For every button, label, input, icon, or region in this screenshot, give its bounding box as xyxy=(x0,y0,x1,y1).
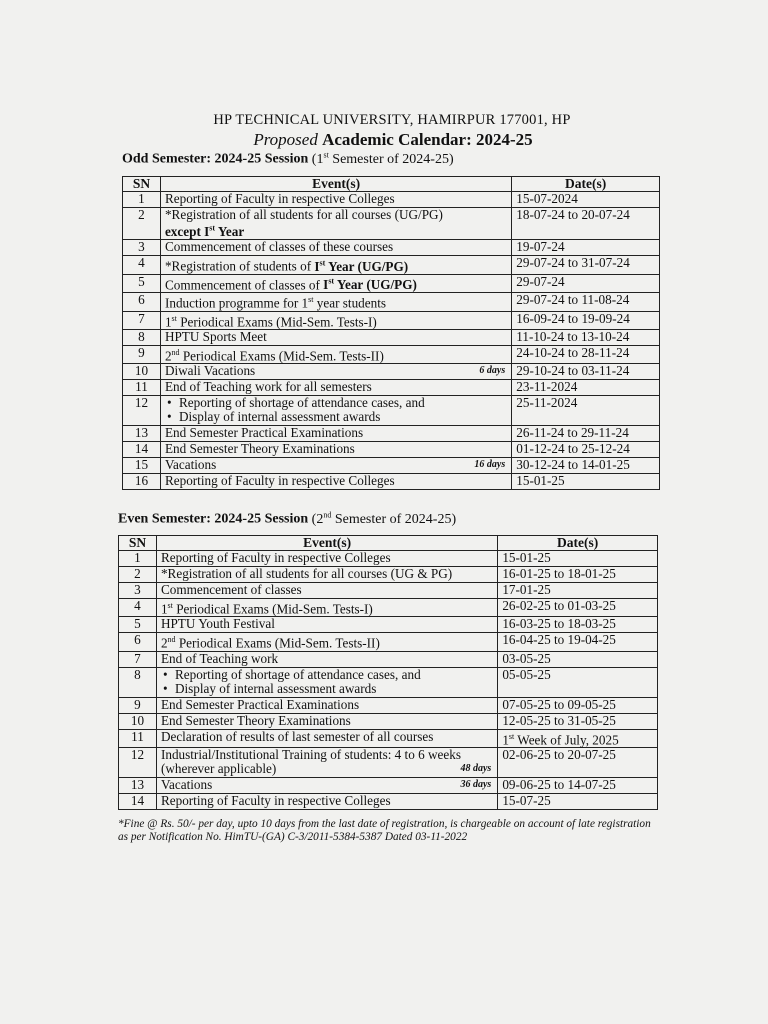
row-date: 01-12-24 to 25-12-24 xyxy=(512,442,660,458)
row-date: 19-07-24 xyxy=(512,240,660,256)
table-row xyxy=(119,599,658,617)
row-serial-number: 3 xyxy=(123,240,161,256)
row-date: 29-07-24 to 11-08-24 xyxy=(512,293,660,311)
table-row xyxy=(123,274,660,292)
row-event: • Reporting of shortage of attendance cases, and • Display of internal assessment awards xyxy=(156,667,497,697)
row-date: 1st Week of July, 2025 xyxy=(498,729,658,747)
table-row xyxy=(119,778,658,794)
row-event: End of Teaching work for all semesters xyxy=(160,380,511,396)
university-name: HP TECHNICAL UNIVERSITY, HAMIRPUR 177001, HP xyxy=(213,112,571,128)
table-header-row xyxy=(119,536,658,551)
row-serial-number: 6 xyxy=(123,293,161,311)
even-semester-title: Even Semester: 2024-25 Session (2nd Semester of 2024-25) xyxy=(118,510,457,527)
row-date: 29-07-24 xyxy=(512,274,660,292)
table-row xyxy=(123,311,660,329)
row-serial-number: 3 xyxy=(119,583,157,599)
duration-label: 16 days xyxy=(474,459,506,471)
row-event: Industrial/Institutional Training of students: 4 to 6 weeks (wherever applicable) 48 days xyxy=(156,748,497,778)
duration-label: 48 days xyxy=(460,763,492,775)
row-date: 16-03-25 to 18-03-25 xyxy=(498,617,658,633)
row-date: 02-06-25 to 20-07-25 xyxy=(498,748,658,778)
row-serial-number: 5 xyxy=(119,617,157,633)
row-date: 05-05-25 xyxy=(498,667,658,697)
row-event: *Registration of students of Ist Year (UG/PG) xyxy=(160,256,511,274)
row-event: End of Teaching work xyxy=(156,651,497,667)
table-row xyxy=(119,697,658,713)
row-date: 16-01-25 to 18-01-25 xyxy=(498,567,658,583)
row-serial-number: 8 xyxy=(123,329,161,345)
row-event: Diwali Vacations 6 days xyxy=(160,364,511,380)
row-serial-number: 7 xyxy=(123,311,161,329)
row-date: 11-10-24 to 13-10-24 xyxy=(512,329,660,345)
table-row xyxy=(123,240,660,256)
row-event: End Semester Practical Examinations xyxy=(160,426,511,442)
row-serial-number: 4 xyxy=(119,599,157,617)
row-serial-number: 1 xyxy=(119,551,157,567)
row-serial-number: 13 xyxy=(123,426,161,442)
row-serial-number: 14 xyxy=(119,794,157,810)
row-serial-number: 15 xyxy=(123,458,161,474)
row-date: 16-04-25 to 19-04-25 xyxy=(498,633,658,651)
table-row xyxy=(123,474,660,490)
table-row xyxy=(119,651,658,667)
table-row xyxy=(119,633,658,651)
row-event: End Semester Theory Examinations xyxy=(156,713,497,729)
row-date: 18-07-24 to 20-07-24 xyxy=(512,208,660,240)
odd-semester-subtitle: (1st Semester of 2024-25) xyxy=(311,150,454,167)
row-serial-number: 2 xyxy=(123,208,161,240)
row-serial-number: 10 xyxy=(119,713,157,729)
row-date: 07-05-25 to 09-05-25 xyxy=(498,697,658,713)
row-date: 30-12-24 to 14-01-25 xyxy=(512,458,660,474)
row-event: *Registration of all students for all courses (UG & PG) xyxy=(156,567,497,583)
table-row xyxy=(123,458,660,474)
row-event: Commencement of classes of these courses xyxy=(160,240,511,256)
even-semester-rows xyxy=(119,551,658,810)
table-row xyxy=(119,617,658,633)
table-row xyxy=(123,380,660,396)
row-serial-number: 12 xyxy=(119,748,157,778)
calendar-title-text: Academic Calendar: 2024-25 xyxy=(322,130,533,149)
row-date: 23-11-2024 xyxy=(512,380,660,396)
table-row xyxy=(119,729,658,747)
row-date: 17-01-25 xyxy=(498,583,658,599)
document-header xyxy=(0,112,768,150)
column-header-event: Event(s) xyxy=(160,177,511,192)
row-serial-number: 9 xyxy=(123,345,161,363)
table-row xyxy=(123,192,660,208)
row-serial-number: 7 xyxy=(119,651,157,667)
table-row xyxy=(119,567,658,583)
odd-semester-table xyxy=(122,176,660,490)
row-serial-number: 1 xyxy=(123,192,161,208)
row-date: 15-01-25 xyxy=(512,474,660,490)
duration-label: 6 days xyxy=(479,365,506,377)
row-serial-number: 11 xyxy=(119,729,157,747)
row-date: 16-09-24 to 19-09-24 xyxy=(512,311,660,329)
row-event: Vacations 16 days xyxy=(160,458,511,474)
row-date: 26-11-24 to 29-11-24 xyxy=(512,426,660,442)
row-event: Reporting of Faculty in respective Colleges xyxy=(156,794,497,810)
row-date: 15-07-2024 xyxy=(512,192,660,208)
column-header-event: Event(s) xyxy=(156,536,497,551)
row-date: 09-06-25 to 14-07-25 xyxy=(498,778,658,794)
row-serial-number: 8 xyxy=(119,667,157,697)
column-header-sn: SN xyxy=(123,177,161,192)
table-row xyxy=(119,583,658,599)
row-date: 25-11-2024 xyxy=(512,396,660,426)
table-row xyxy=(119,794,658,810)
odd-semester-title: Odd Semester: 2024-25 Session (1st Semester of 2024-25) xyxy=(122,150,454,167)
row-event: • Reporting of shortage of attendance cases, and • Display of internal assessment awards xyxy=(160,396,511,426)
row-event: Declaration of results of last semester of all courses xyxy=(156,729,497,747)
column-header-date: Date(s) xyxy=(498,536,658,551)
row-event: HPTU Sports Meet xyxy=(160,329,511,345)
row-event: Vacations 36 days xyxy=(156,778,497,794)
table-row xyxy=(123,293,660,311)
row-event: 2nd Periodical Exams (Mid-Sem. Tests-II) xyxy=(160,345,511,363)
table-row xyxy=(123,426,660,442)
row-date: 29-07-24 to 31-07-24 xyxy=(512,256,660,274)
registration-fine-footnote: *Fine @ Rs. 50/- per day, upto 10 days from the last date of registration, is chargeable on account of late registration as per Notification No. HimTU-(GA) C-3/2011-5384-5387 Dated 03-11-2022 xyxy=(118,818,651,843)
row-date: 26-02-25 to 01-03-25 xyxy=(498,599,658,617)
table-row xyxy=(119,667,658,697)
table-header-row xyxy=(123,177,660,192)
row-serial-number: 14 xyxy=(123,442,161,458)
row-event: HPTU Youth Festival xyxy=(156,617,497,633)
table-row xyxy=(123,256,660,274)
row-serial-number: 6 xyxy=(119,633,157,651)
table-row xyxy=(123,442,660,458)
table-row xyxy=(119,713,658,729)
row-serial-number: 2 xyxy=(119,567,157,583)
row-event: Reporting of Faculty in respective Colleges xyxy=(156,551,497,567)
row-event: Induction programme for 1st year students xyxy=(160,293,511,311)
calendar-title xyxy=(18,130,768,150)
table-row xyxy=(123,345,660,363)
row-serial-number: 10 xyxy=(123,364,161,380)
row-event: Reporting of Faculty in respective Colleges xyxy=(160,474,511,490)
odd-semester-rows xyxy=(123,192,660,490)
row-event: Reporting of Faculty in respective Colleges xyxy=(160,192,511,208)
even-semester-subtitle: (2nd Semester of 2024-25) xyxy=(311,510,457,527)
row-event: *Registration of all students for all courses (UG/PG) except Ist Year xyxy=(160,208,511,240)
row-event: Commencement of classes of Ist Year (UG/PG) xyxy=(160,274,511,292)
row-event: 1st Periodical Exams (Mid-Sem. Tests-I) xyxy=(160,311,511,329)
row-serial-number: 5 xyxy=(123,274,161,292)
row-date: 12-05-25 to 31-05-25 xyxy=(498,713,658,729)
column-header-sn: SN xyxy=(119,536,157,551)
duration-label: 36 days xyxy=(460,779,492,791)
row-date: 15-07-25 xyxy=(498,794,658,810)
table-row xyxy=(119,551,658,567)
table-row xyxy=(123,329,660,345)
table-row xyxy=(123,364,660,380)
row-event: Commencement of classes xyxy=(156,583,497,599)
row-serial-number: 13 xyxy=(119,778,157,794)
row-serial-number: 4 xyxy=(123,256,161,274)
table-row xyxy=(123,396,660,426)
table-row xyxy=(123,208,660,240)
row-date: 29-10-24 to 03-11-24 xyxy=(512,364,660,380)
row-event: 1st Periodical Exams (Mid-Sem. Tests-I) xyxy=(156,599,497,617)
row-event: End Semester Practical Examinations xyxy=(156,697,497,713)
column-header-date: Date(s) xyxy=(512,177,660,192)
even-semester-table xyxy=(118,535,658,810)
row-date: 24-10-24 to 28-11-24 xyxy=(512,345,660,363)
row-event: End Semester Theory Examinations xyxy=(160,442,511,458)
row-event: 2nd Periodical Exams (Mid-Sem. Tests-II) xyxy=(156,633,497,651)
row-date: 03-05-25 xyxy=(498,651,658,667)
calendar-prefix: Proposed xyxy=(253,130,318,149)
row-serial-number: 9 xyxy=(119,697,157,713)
row-serial-number: 16 xyxy=(123,474,161,490)
table-row xyxy=(119,748,658,778)
row-date: 15-01-25 xyxy=(498,551,658,567)
row-serial-number: 11 xyxy=(123,380,161,396)
row-serial-number: 12 xyxy=(123,396,161,426)
